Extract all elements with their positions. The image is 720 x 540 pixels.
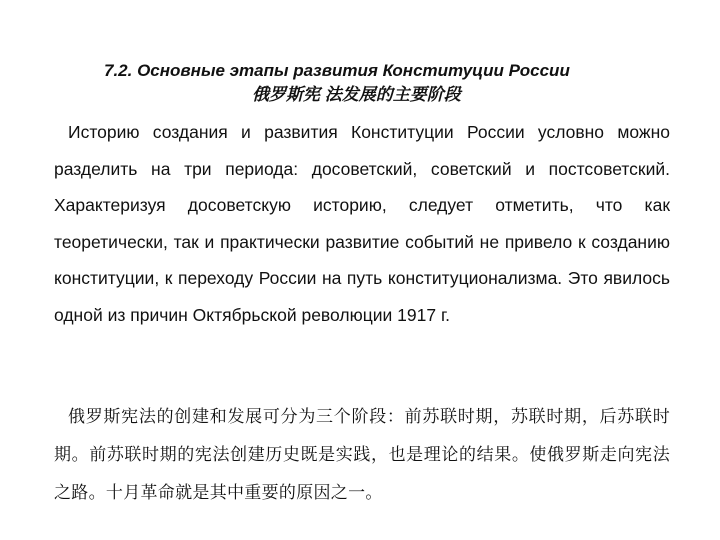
body-paragraph-chinese: 俄罗斯宪法的创建和发展可分为三个阶段：前苏联时期，苏联时期，后苏联时期。前苏联时期的宪法创建历史既是实践，也是理论的结果。使俄罗斯走向宪法之路。十月革命就是其中重要的原因之一。 [54,407,670,502]
body-paragraph-russian: Историю создания и развития Конституции России условно можно разделить на три периода: досоветский, советский и постсоветский. Характеризуя досоветскую историю, следует отметить, что как теоретически, так и практически развитие событий не привело к созданию конституции, к переходу России на путь конституционализма. Это явилось одной из причин Октябрьской революции 1917 г. [54,122,670,325]
slide-title-russian: 7.2. Основные этапы развития Конституции России [104,61,570,80]
slide-title-chinese: 俄罗斯宪 法发展的主要阶段 [252,85,461,104]
